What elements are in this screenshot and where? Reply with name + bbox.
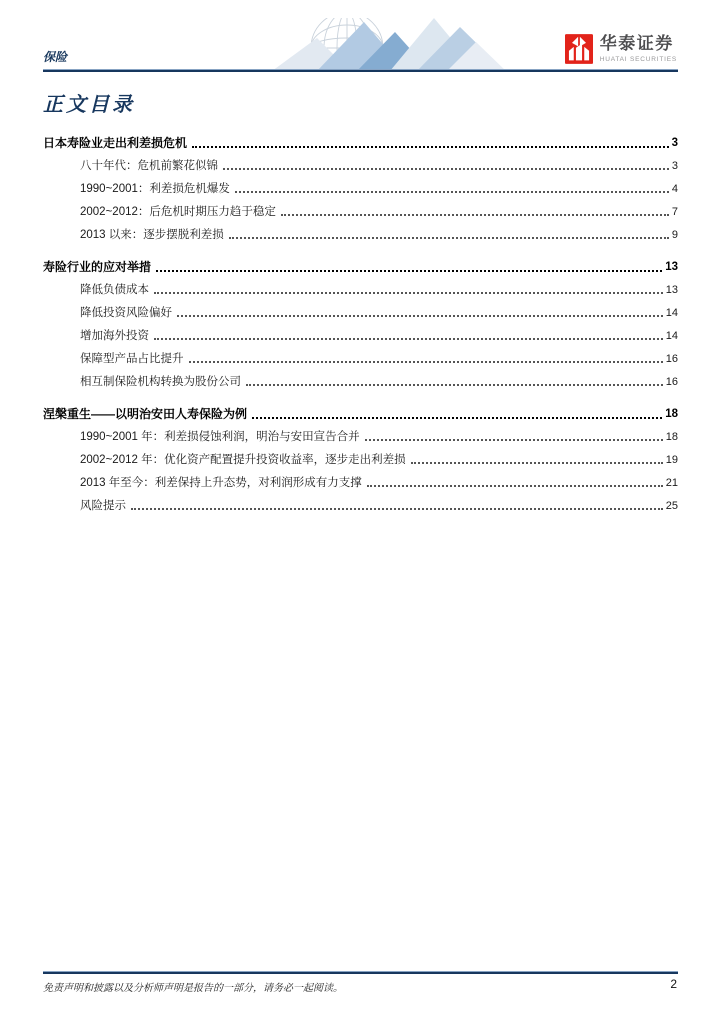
toc-entry-page: 18	[665, 408, 678, 420]
dot-leader	[154, 292, 663, 294]
toc-item-entry[interactable]	[43, 197, 678, 220]
toc-item-entry[interactable]	[43, 491, 678, 514]
toc-entry-page: 13	[665, 261, 678, 273]
toc-entry-page: 7	[671, 206, 678, 218]
dot-leader	[281, 214, 669, 216]
toc-entry-label: 保障型产品占比提升	[80, 353, 184, 365]
toc-entry-label: 寿险行业的应对举措	[43, 260, 152, 274]
dot-leader	[229, 237, 669, 239]
toc-item-entry[interactable]	[43, 174, 678, 197]
toc-entry-label: 增加海外投资	[80, 330, 149, 342]
report-category-label: 保险	[43, 50, 68, 64]
dot-leader	[246, 384, 663, 386]
toc-entry-page: 14	[665, 330, 678, 342]
brand-name-cn: 华泰证券	[599, 34, 674, 53]
toc-entry-page: 16	[665, 376, 678, 388]
dot-leader	[154, 338, 663, 340]
toc-entry-page: 19	[665, 454, 678, 466]
footer-page-number: 2	[670, 977, 677, 991]
toc-entry-page: 9	[671, 229, 678, 241]
toc-item-entry[interactable]	[43, 220, 678, 243]
toc-entry-label: 风险提示	[80, 500, 126, 512]
toc-entry-label: 2002~2012 年：优化资产配置提升投资收益率，逐步走出利差损	[80, 454, 406, 466]
toc	[43, 128, 678, 514]
toc-item-entry[interactable]	[43, 298, 678, 321]
dot-leader	[192, 146, 669, 148]
toc-entry-label: 日本寿险业走出利差损危机	[43, 136, 188, 150]
toc-entry-label: 降低负债成本	[80, 284, 149, 296]
toc-entry-page: 14	[665, 307, 678, 319]
toc-entry-label: 1990~2001：利差损危机爆发	[80, 183, 230, 195]
toc-item-entry[interactable]	[43, 275, 678, 298]
toc-entry-label: 八十年代：危机前繁花似锦	[80, 160, 218, 172]
dot-leader	[411, 462, 663, 464]
toc-item-entry[interactable]	[43, 445, 678, 468]
dot-leader	[367, 485, 663, 487]
toc-entry-page: 25	[665, 500, 678, 512]
toc-item-entry[interactable]	[43, 321, 678, 344]
toc-entry-label: 2013 以来：逐步摆脱利差损	[80, 229, 224, 241]
toc-entry-label: 相互制保险机构转换为股份公司	[80, 376, 241, 388]
toc-item-entry[interactable]	[43, 367, 678, 390]
toc-entry-page: 3	[671, 160, 678, 172]
toc-entry-label: 2002~2012：后危机时期压力趋于稳定	[80, 206, 276, 218]
dot-leader	[223, 168, 669, 170]
toc-item-entry[interactable]	[43, 422, 678, 445]
toc-section	[43, 252, 678, 390]
huatai-logo	[565, 34, 677, 64]
toc-entry-page: 18	[665, 431, 678, 443]
toc-entry-page: 3	[671, 137, 678, 149]
dot-leader	[156, 270, 662, 272]
toc-heading-entry[interactable]	[43, 399, 678, 422]
page-title: 正文目录	[43, 94, 135, 116]
toc-section	[43, 399, 678, 514]
dot-leader	[235, 191, 669, 193]
dot-leader	[252, 417, 662, 419]
dot-leader	[131, 508, 663, 510]
dot-leader	[365, 439, 663, 441]
toc-section	[43, 128, 678, 243]
footer-divider	[43, 971, 678, 974]
toc-entry-label: 1990~2001 年：利差损侵蚀利润，明治与安田宣告合并	[80, 431, 360, 443]
globe-watermark	[262, 18, 507, 71]
huatai-logo-icon	[565, 34, 593, 64]
header-divider	[43, 69, 678, 72]
toc-item-entry[interactable]	[43, 344, 678, 367]
dot-leader	[189, 361, 663, 363]
toc-entry-page: 13	[665, 284, 678, 296]
toc-entry-label: 涅槃重生——以明治安田人寿保险为例	[43, 407, 248, 421]
toc-item-entry[interactable]	[43, 468, 678, 491]
toc-item-entry[interactable]	[43, 151, 678, 174]
toc-entry-page: 4	[671, 183, 678, 195]
toc-entry-label: 降低投资风险偏好	[80, 307, 172, 319]
footer-disclaimer: 免责声明和披露以及分析师声明是报告的一部分，请务必一起阅读。	[43, 983, 343, 994]
toc-heading-entry[interactable]	[43, 252, 678, 275]
dot-leader	[177, 315, 663, 317]
toc-entry-page: 16	[665, 353, 678, 365]
brand-name-en: HUATAI SECURITIES	[599, 56, 677, 63]
toc-entry-label: 2013 年至今：利差保持上升态势，对利润形成有力支撑	[80, 477, 362, 489]
toc-entry-page: 21	[665, 477, 678, 489]
toc-heading-entry[interactable]	[43, 128, 678, 151]
